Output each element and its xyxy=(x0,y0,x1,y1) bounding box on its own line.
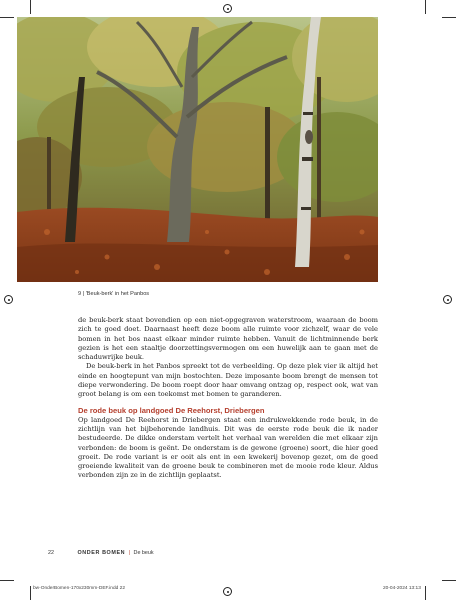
crop-mark xyxy=(425,586,426,600)
paragraph: De beuk-berk in het Panbos spreekt tot de verbeelding. Op deze plek vier ik altijd het einde en hoogtepunt van mijn bostochten. Deze imposante boom brengt de mensen tot diepe verwondering. De boom roept door haar omvang ontzag op, respect ook, wat van groot belang is om een toekomst met bomen te garanderen. xyxy=(78,362,378,399)
crop-mark xyxy=(442,17,456,18)
caption-text: 'Beuk-berk' in het Panbos xyxy=(85,291,150,297)
registration-mark-icon xyxy=(4,295,13,304)
paragraph: Op landgoed De Reehorst in Driebergen staat een indrukwekkende rode beuk, in de zichtlijn van het bijbehorende landhuis. Dit was de eerste rode beuk die ik nader bestudeerde. De dikke onderstam vertelt het verhaal van werelden die met elkaar zijn verbonden: de boom is geënt. De onderstam is de gewone (groene) soort, die hier goed groeit. De rode variant is er ooit als ent in een kwekerij bovenop gezet, om de goed groeiende kwaliteit van de groene beuk te combineren met de mooie rode kleur. Aldus verbonden zijn ze in de zichtlijn geplaatst. xyxy=(78,415,378,480)
page-number: 22 xyxy=(48,550,54,556)
crop-mark xyxy=(0,17,14,18)
print-slug-file: bw-OnderBomen-170x230mm-DEF.indd 22 xyxy=(33,586,125,591)
section-heading: De rode beuk op landgoed De Reehorst, Driebergen xyxy=(78,405,265,415)
caption-number: 9 xyxy=(78,291,82,297)
crop-mark xyxy=(0,580,14,581)
registration-mark-icon xyxy=(443,295,452,304)
photo-caption xyxy=(78,291,149,297)
registration-mark-icon xyxy=(223,587,232,596)
body-text xyxy=(78,316,378,481)
crop-mark xyxy=(442,580,456,581)
print-slug-date: 20-04-2024 13:13 xyxy=(383,586,421,591)
forest-photo xyxy=(17,17,378,282)
crop-mark xyxy=(425,0,426,14)
registration-mark-icon xyxy=(223,4,232,13)
caption-separator: | xyxy=(82,291,85,297)
page-footer xyxy=(48,550,154,556)
paragraph: de beuk-berk staat bovendien op een niet-opgegraven waterstroom, waaraan de boom zich te goed doet. Daarnaast heeft deze boom alle ruimte voor zichzelf, waar de vele bomen in het bos naast elkaar minder ruimte hebben. Vanuit de lichtminnende berk gezien is het een staaltje doorzettingsvermogen om een huwelijk aan te gaan met de schaduwrijke beuk. xyxy=(78,316,378,362)
footer-separator: | xyxy=(128,550,131,556)
crop-mark xyxy=(30,0,31,14)
forest-photo-illustration xyxy=(17,17,378,282)
chapter-name: De beuk xyxy=(133,550,154,556)
book-title: ONDER BOMEN xyxy=(77,550,126,556)
crop-mark xyxy=(30,586,31,600)
